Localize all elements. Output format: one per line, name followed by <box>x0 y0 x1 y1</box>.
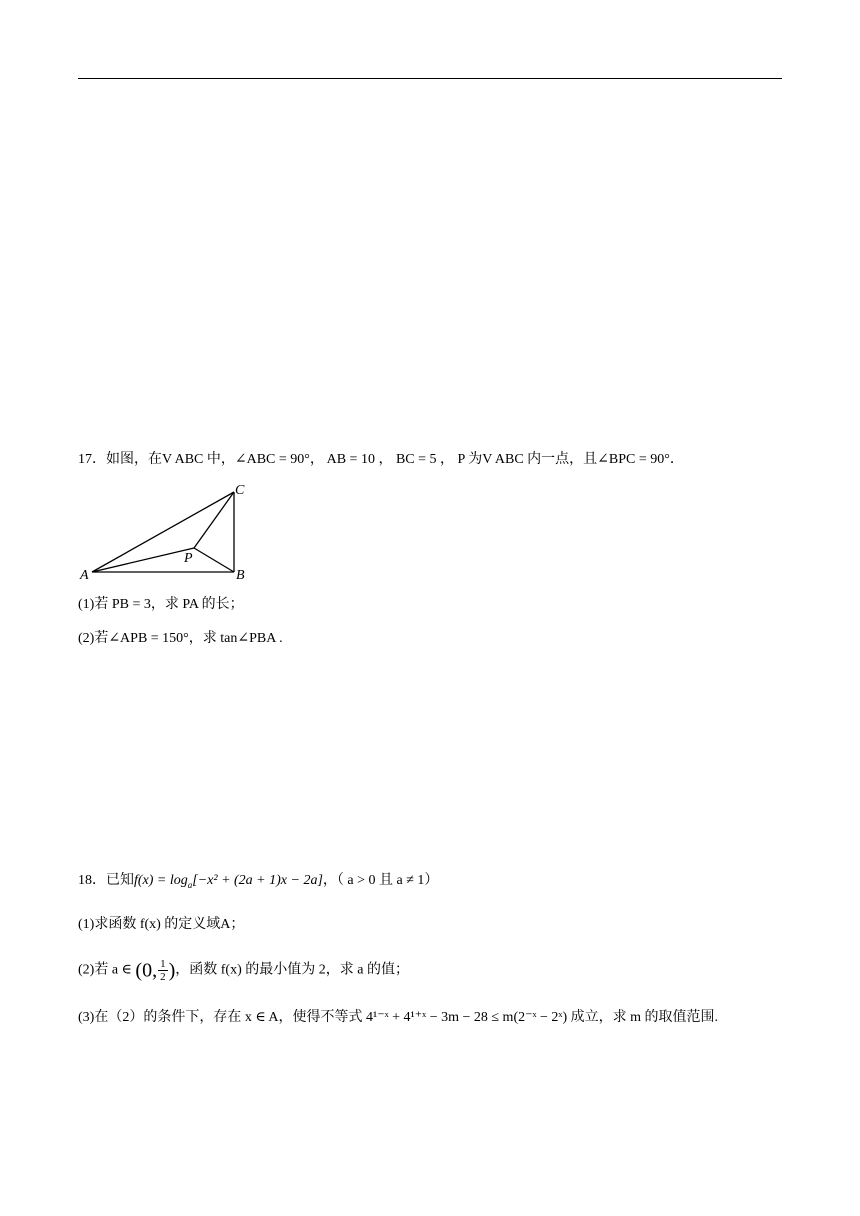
q17-part1: (1)若 PB = 3，求 PA 的长； <box>78 597 244 612</box>
q18-interval-close: ) <box>168 959 176 982</box>
q18-part2-prefix: (2)若 a ∈ <box>78 962 132 978</box>
q18-func: f(x) = log <box>134 873 188 888</box>
label-a: A <box>80 568 89 582</box>
segment-pc <box>194 492 234 548</box>
label-b: B <box>236 568 245 582</box>
header-rule <box>78 78 782 79</box>
q18-stem <box>78 871 438 891</box>
q17-stem: 17．如图，在V ABC 中，∠ABC = 90°， AB = 10 ， BC = 5 ， P 为V ABC 内一点，且∠BPC = 90°． <box>78 452 684 467</box>
q17-part2: (2)若∠APB = 150°，求 tan∠PBA . <box>78 631 283 646</box>
q18-fraction-num: 1 <box>160 958 166 970</box>
q18-part1: (1)求函数 f(x) 的定义域A； <box>78 917 245 932</box>
q18-part2 <box>78 958 409 983</box>
segment-ap <box>92 548 194 572</box>
label-c: C <box>235 483 245 498</box>
q18-stem-prefix: 18．已知 <box>78 873 134 888</box>
q18-part3: (3)在（2）的条件下，存在 x ∈ A，使得不等式 4¹⁻ˣ + 4¹⁺ˣ − 3m − 28 ≤ m(2⁻ˣ − 2ˣ) 成立，求 m 的取值范围. <box>78 1010 719 1025</box>
label-p: P <box>184 551 193 566</box>
q18-arg: [−x² + (2a + 1)x − 2a] <box>192 873 323 888</box>
q18-fraction <box>158 958 168 983</box>
q18-part2-suffix: ，函数 f(x) 的最小值为 2，求 a 的值； <box>175 962 409 978</box>
segment-ac <box>92 492 234 572</box>
q17-figure <box>78 480 258 582</box>
q18-fraction-den: 2 <box>160 971 166 983</box>
segment-pb <box>194 548 234 572</box>
q18-base: a <box>187 879 193 890</box>
q18-cond: ，（ a > 0 且 a ≠ 1） <box>322 873 439 888</box>
triangle-diagram <box>78 480 258 582</box>
q18-interval-open: (0, <box>135 959 158 982</box>
